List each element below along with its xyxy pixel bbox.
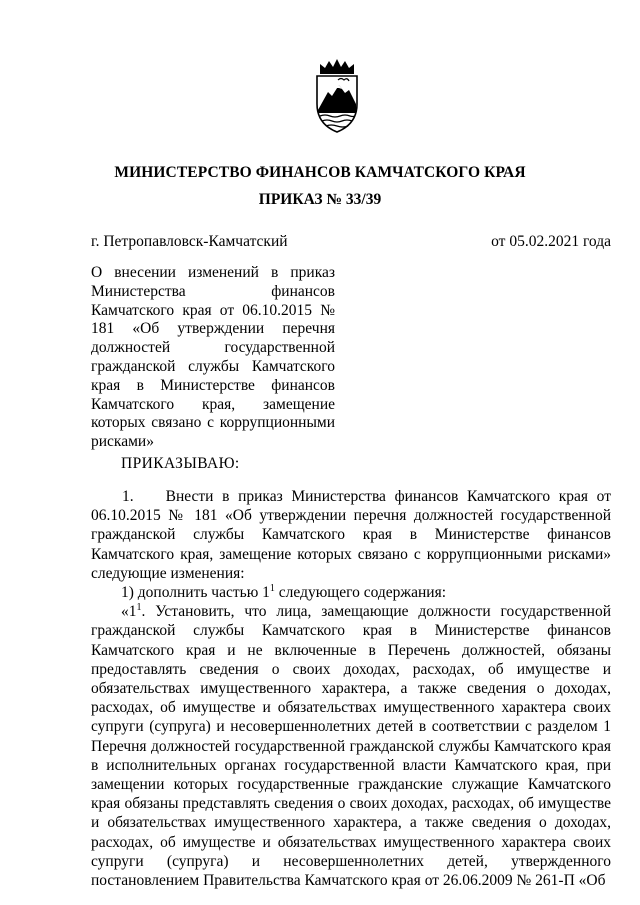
decree-heading: ПРИКАЗЫВАЮ: xyxy=(121,455,240,472)
order-title: ПРИКАЗ № 33/39 xyxy=(258,191,382,208)
order-city: г. Петропавловск-Камчатский xyxy=(91,233,288,250)
subpoint-1-superscript: 1 xyxy=(269,583,275,595)
order-body xyxy=(91,487,611,890)
quoted-part-text: . Установить, что лица, замещающие должности государственной гражданской службы Камчатского края в Министерстве финансов Камчатского края и не включенные в Перечень должностей, обязаны предоставлять сведения о своих доходах, расходах, об имуществе и обязательствах имущественного характера, а также сведения о доходах, расходах, об имуществе и обязательствах имущественного характера своих супруги (супруга) и несовершеннолетних детей в соответствии с разделом 1 Перечня должностей государственной гражданской службы Камчатского края в исполнительных органах государственной власти Камчатского края, при замещении которых государственные гражданские служащие Камчатского края обязаны представлять сведения о своих доходах, расходах, об имуществе и обязательствах имущественного характера, а также сведения о доходах, расходах, об имуществе и обязательствах имущественного характера своих супруги (супруга) и несовершеннолетних детей, утвержденного постановлением Правительства Камчатского края от 26.06.2009 № 261-П «Об xyxy=(91,603,611,890)
order-date: от 05.02.2021 года xyxy=(491,233,611,250)
subpoint-1-suffix: следующего содержания: xyxy=(274,584,447,602)
point-1-text: Внести в приказ Министерства финансов Камчатского края от 06.10.2015 № 181 «Об утверждении перечня должностей государственной гражданской службы Камчатского края в Министерстве финансов Камчатского края, замещение которых связано с коррупционными рисками» следующие изменения: xyxy=(91,488,611,582)
order-subject: О внесении изменений в приказ Министерства финансов Камчатского края от 06.10.2015 № 181 «Об утверждении перечня должностей государственной гражданской службы Камчатского края в Министерстве финансов Камчатского края, замещение которых связано с коррупционными рисками» xyxy=(91,264,335,451)
kamchatka-coat-of-arms-icon xyxy=(312,58,362,134)
quoted-part-1-1 xyxy=(91,602,611,890)
subpoint-1 xyxy=(91,583,611,602)
quoted-part-prefix: «1 xyxy=(121,603,137,621)
point-1 xyxy=(91,487,611,583)
point-1-number: 1. xyxy=(122,488,134,505)
ministry-title: МИНИСТЕРСТВО ФИНАНСОВ КАМЧАТСКОГО КРАЯ xyxy=(114,164,526,181)
quoted-part-superscript: 1 xyxy=(136,602,142,614)
subpoint-1-prefix: 1) дополнить частью 1 xyxy=(121,584,270,602)
